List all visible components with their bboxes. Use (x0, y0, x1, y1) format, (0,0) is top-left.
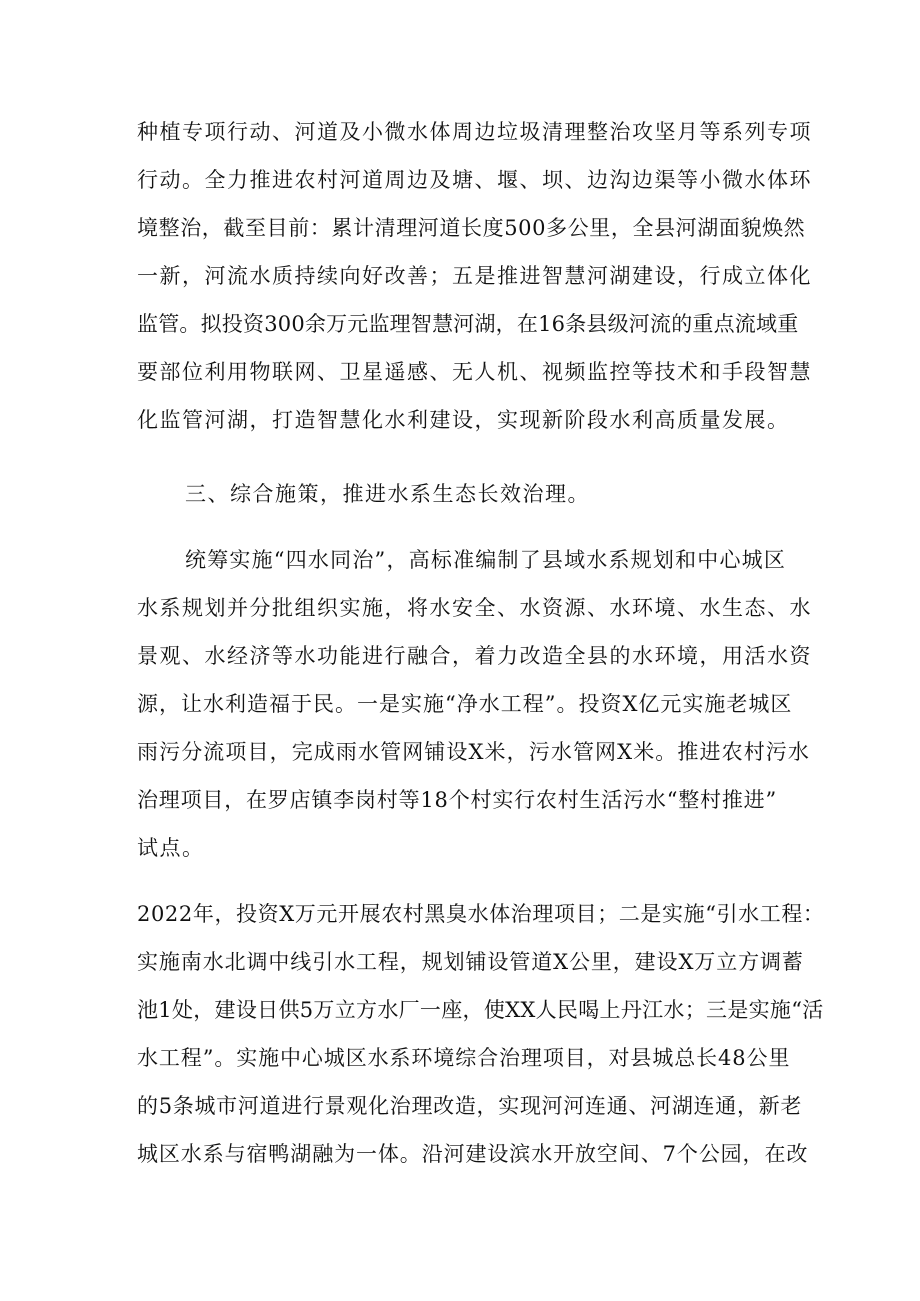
paragraph-1-line-6: 要部位利用物联网、卫星遥感、无人机、视频监控等技术和手段智慧 (137, 360, 812, 384)
paragraph-1-line-2: 行动。全力推进农村河道周边及塘、堰、坝、边沟边渠等小微水体环 (137, 168, 812, 192)
paragraph-3-line-3: 池1处，建设日供5万立方水厂一座，使XX人民喝上丹江水；三是实施“活 (137, 998, 824, 1022)
paragraph-1-line-3: 境整治，截至目前：累计清理河道长度500多公里，全县河湖面貌焕然 (137, 216, 806, 240)
paragraph-1-line-4: 一新，河流水质持续向好改善；五是推进智慧河湖建设，行成立体化 (137, 264, 812, 288)
paragraph-2-line-6: 治理项目，在罗店镇李岗村等18个村实行农村生活污水“整村推进” (137, 788, 777, 812)
paragraph-2-line-4: 源，让水利造福于民。一是实施“净水工程”。投资X亿元实施老城区 (137, 692, 793, 716)
paragraph-2-line-7: 试点。 (137, 836, 205, 860)
paragraph-3-line-5: 的5条城市河道进行景观化治理改造，实现河河连通、河湖连通，新老 (137, 1094, 803, 1118)
paragraph-2-line-1: 统筹实施“四水同治”，高标准编制了县域水系规划和中心城区 (185, 548, 787, 572)
paragraph-3-line-1: 2022年，投资X万元开展农村黑臭水体治理项目；二是实施“引水工程： (137, 902, 825, 926)
section-heading-3: 三、综合施策，推进水系生态长效治理。 (185, 482, 590, 506)
paragraph-1-line-7: 化监管河湖，打造智慧化水利建设，实现新阶段水利高质量发展。 (137, 408, 790, 432)
paragraph-3-line-2: 实施南水北调中线引水工程，规划铺设管道X公里，建设X万立方调蓄 (137, 950, 804, 974)
paragraph-2-line-2: 水系规划并分批组织实施，将水安全、水资源、水环境、水生态、水 (137, 596, 812, 620)
paragraph-2-line-3: 景观、水经济等水功能进行融合，着力改造全县的水环境，用活水资 (137, 644, 812, 668)
paragraph-2-line-5: 雨污分流项目，完成雨水管网铺设X米，污水管网X米。推进农村污水 (137, 740, 810, 764)
paragraph-3-line-6: 城区水系与宿鸭湖融为一体。沿河建设滨水开放空间、7个公园，在改 (137, 1142, 809, 1166)
paragraph-3-line-4: 水工程”。实施中心城区水系环境综合治理项目，对县城总长48公里 (137, 1046, 791, 1070)
paragraph-1-line-1: 种植专项行动、河道及小微水体周边垃圾清理整治攻坚月等系列专项 (137, 120, 812, 144)
paragraph-1-line-5: 监管。拟投资300余万元监理智慧河湖，在16条县级河流的重点流域重 (137, 312, 799, 336)
